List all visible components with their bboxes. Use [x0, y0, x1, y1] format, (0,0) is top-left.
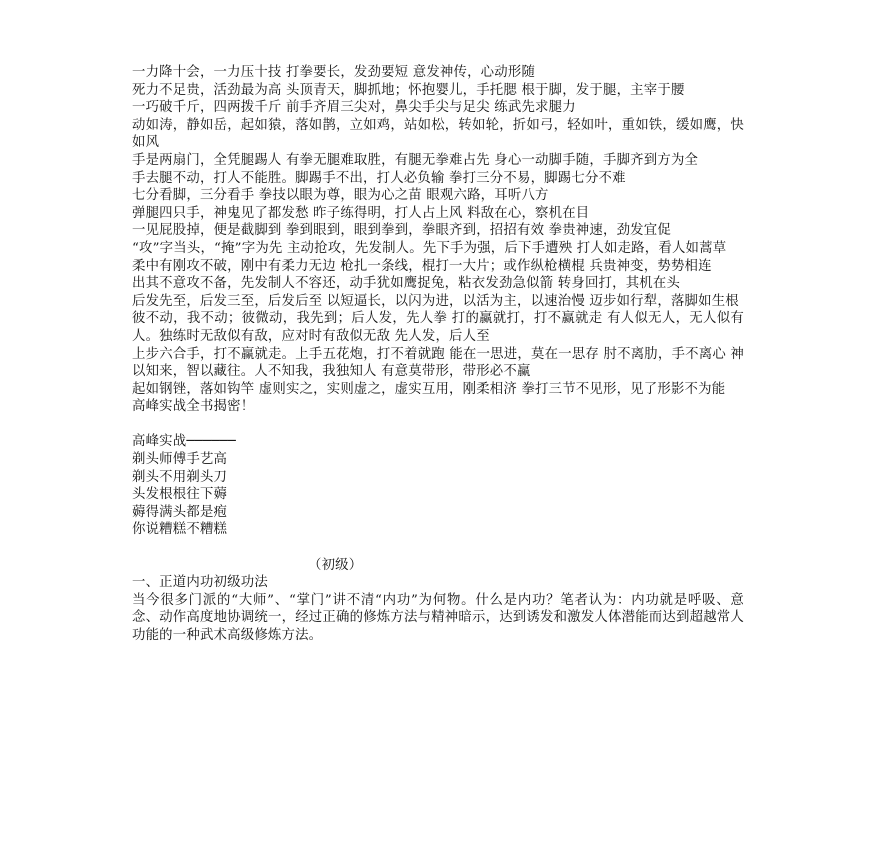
- paragraph: “攻”字当头，“掩”字为先 主动抢攻，先发制人。先下手为强，后下手遭殃 打人如走路，看人如蒿草: [132, 240, 727, 256]
- paragraph: 手去腿不动，打人不能胜。脚踢手不出，打人必负输 拳打三分不易，脚踢七分不难: [132, 170, 626, 186]
- paragraph: 上步六合手，打不赢就走。上手五花炮，打不着就跑 能在一思进，莫在一思存 肘不离肋，手不离心 神以知来，智以藏往。人不知我，我独知人 有意莫带形，带形必不赢: [132, 346, 744, 380]
- poem: [132, 433, 744, 539]
- paragraph: 出其不意攻不备，先发制人不容还，动手犹如鹰捉兔，粘衣发劲急似箭 转身回打，其机在头: [132, 276, 681, 292]
- paragraph: 一力降十会，一力压十技 打拳要长，发劲要短 意发神传，心动形随: [132, 65, 536, 80]
- document-page: [132, 64, 744, 645]
- paragraph: 彼不动，我不动；彼微动，我先到；后人发，先人拳 打的赢就打，打不赢就走 有人似无人，无人似有人。独练时无敌似有敌，应对时有敌似无敌 先人发，后人至: [132, 311, 744, 344]
- poem-title: 高峰实战──────: [132, 434, 236, 450]
- spacer: [132, 539, 744, 557]
- paragraph: 一巧破千斤，四两拨千斤 前手齐眉三尖对，鼻尖手尖与足尖 练武先求腿力: [132, 100, 576, 116]
- paragraph: 动如涛，静如岳，起如猿，落如鹊，立如鸡，站如松，转如轮，折如弓，轻如叶，重如铁，缓如鹰，快如风: [132, 117, 744, 151]
- paragraph: 起如钢锉，落如钩竿 虚则实之，实则虚之，虚实互用，刚柔相济 拳打三节不见形，见了形影不为能: [132, 381, 726, 397]
- paragraph: 弹腿四只手，神鬼见了都发愁 昨子练得明，打人占上风 料敌在心，察机在目: [132, 205, 590, 221]
- closing-line: 高峰实战全书揭密！: [132, 399, 255, 415]
- poem-line: 头发根根往下薅: [132, 487, 228, 503]
- paragraph: 七分看脚，三分看手 拳技以眼为尊，眼为心之苗 眼观六路，耳听八方: [132, 188, 549, 204]
- poem-line: 薅得满头都是疱: [132, 504, 228, 520]
- section-body: 当今很多门派的“大师”、“掌门”讲不清“内功”为何物。什么是内功？笔者认为：内功就是呼吸、意念、动作高度地协调统一，经过正确的修炼方法与精神暗示，达到诱发和激发人体潜能而达到超越常人功能的一种武术高级修炼方法。: [132, 592, 744, 643]
- section-heading: 一、正道内功初级功法: [132, 575, 268, 591]
- poem-line: 剃头不用剃头刀: [132, 469, 228, 485]
- spacer: [132, 416, 744, 434]
- poem-line: 剃头师傅手艺高: [132, 452, 228, 468]
- paragraph: 死力不足贵，活劲最为高 头顶青天，脚抓地；怀抱婴儿，手托腮 根于脚，发于腿，主宰于腰: [132, 82, 685, 98]
- level-heading: （初级）: [308, 557, 363, 573]
- poem-line: 你说糟糕不糟糕: [132, 522, 228, 538]
- paragraph: 后发先至，后发三至，后发后至 以短逼长，以闪为进，以活为主，以速治慢 迈步如行犁，落脚如生根: [132, 293, 739, 309]
- paragraph: 一见屁股掉，便是截脚到 拳到眼到，眼到拳到，拳眼齐到，招招有效 拳贵神速，劲发宜促: [132, 223, 671, 239]
- paragraph: 手是两扇门，全凭腿踢人 有拳无腿难取胜，有腿无拳难占先 身心一动脚手随，手脚齐到方为全: [132, 152, 699, 168]
- paragraph: 柔中有刚攻不破，刚中有柔力无边 枪扎一条线，棍打一大片；或作纵枪横棍 兵贵神变，势势相连: [132, 258, 712, 274]
